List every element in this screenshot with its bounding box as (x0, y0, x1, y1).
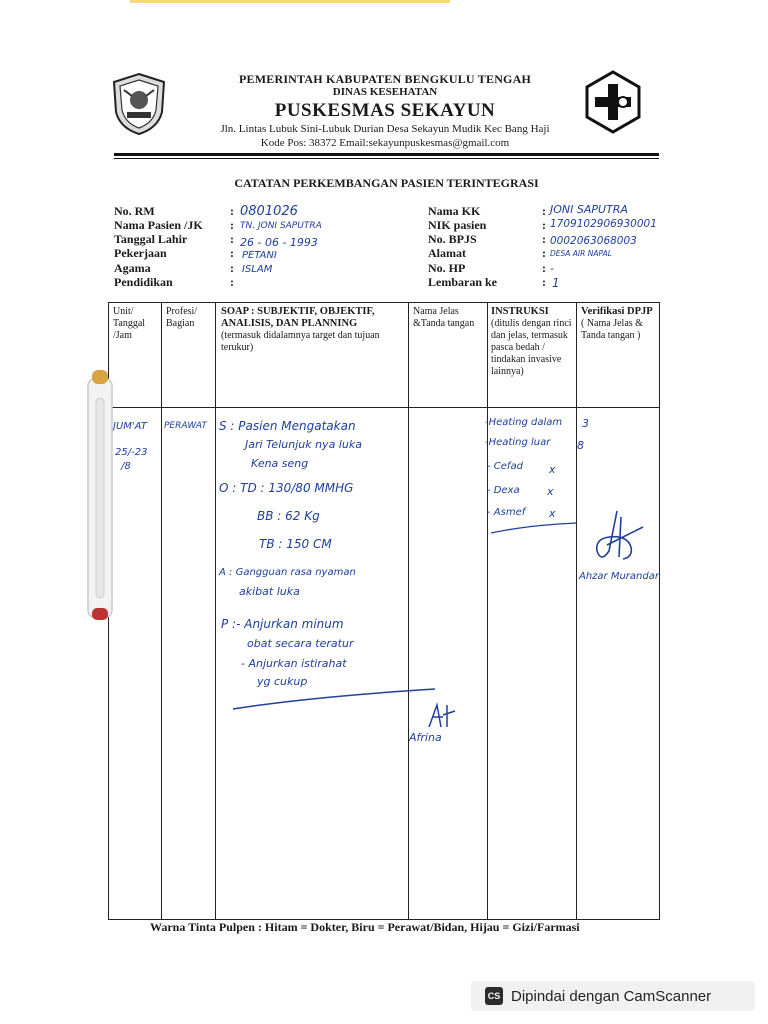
soap-line-9: P :- Anjurkan minum (221, 617, 344, 631)
value-tanggal-lahir: 26 - 06 - 1993 (240, 236, 318, 249)
header-contact: Kode Pos: 38372 Email:sekayunpuskesmas@gmail.com (260, 137, 510, 149)
col-header-soap (221, 306, 405, 354)
header-institution: PUSKESMAS SEKAYUN (274, 100, 496, 121)
entry-date: 25/-23 (115, 447, 148, 458)
soap-line-5: BB : 62 Kg (257, 509, 320, 523)
col-header-nama: Nama Jelas &Tanda tangan (413, 306, 475, 329)
label-lembaran: Lembaran ke (428, 275, 497, 289)
value-no-rm: 0801026 (240, 204, 298, 219)
label-tanggal-lahir: Tanggal Lahir (114, 232, 188, 246)
soap-line-8: akibat luka (239, 585, 300, 598)
soap-line-2: Jari Telunjuk nya luka (245, 438, 362, 451)
soap-line-12: yg cukup (257, 675, 308, 688)
instruction-3: - Cefad (487, 461, 523, 472)
header-row-divider (109, 407, 659, 408)
label-nama-pasien: Nama Pasien /JK (114, 218, 203, 232)
value-nik: 1709102906930001 (550, 218, 657, 230)
instruction-1: -Heating dalam (485, 417, 563, 428)
col-header-soap-title: SOAP : SUBJEKTIF, OBJEKTIF, ANALISIS, DAN PLANNING (221, 306, 375, 329)
instruction-mark-2: 8 (577, 439, 584, 452)
label-no-rm: No. RM (114, 204, 155, 218)
instruction-mark-4: x (547, 485, 554, 498)
col-header-unit: Unit/ Tanggal /Jam (113, 306, 146, 341)
header-department: DINAS KESEHATAN (332, 86, 438, 98)
progress-notes-table (108, 302, 660, 920)
soap-line-3: Kena seng (251, 457, 309, 470)
dpjp-signature-name: Ahzar Murandar (579, 571, 659, 582)
soap-line-6: TB : 150 CM (259, 537, 332, 551)
label-alamat: Alamat (428, 246, 466, 260)
label-nama-kk: Nama KK (428, 204, 481, 218)
soap-line-7: A : Gangguan rasa nyaman (219, 567, 356, 578)
instruction-5: - Asmef (487, 507, 526, 518)
entry-date-month: /8 (121, 461, 131, 472)
col-header-instruksi-note: (ditulis dengan rinci dan jelas, termasuk pasca bedah / tindakan invasive lainnya) (491, 318, 572, 377)
camscanner-text: Dipindai dengan CamScanner (511, 987, 712, 1005)
camscanner-logo-icon: CS (485, 987, 503, 1005)
soap-line-10: obat secara teratur (247, 637, 354, 650)
nurse-signature-mark (421, 701, 461, 731)
instruction-2: -Heating luar (485, 437, 551, 448)
instruction-mark-1: 3 (582, 417, 589, 430)
soap-line-4: O : TD : 130/80 MMHG (219, 481, 354, 495)
label-pekerjaan: Pekerjaan (114, 246, 167, 260)
value-nama-kk: JONI SAPUTRA (550, 203, 628, 216)
col-header-verifikasi-title: Verifikasi DPJP (581, 306, 653, 317)
nurse-signature-name: Afrina (409, 731, 442, 744)
soap-line-1: S : Pasien Mengatakan (219, 419, 356, 433)
document-title: CATATAN PERKEMBANGAN PASIEN TERINTEGRASI (234, 176, 539, 190)
col-header-profesi: Profesi/ Bagian (166, 306, 198, 329)
instruction-mark-5: x (549, 507, 556, 520)
col-header-verifikasi-note: ( Nama Jelas & Tanda tangan ) (581, 318, 643, 341)
entry-profesi: PERAWAT (164, 421, 207, 431)
header-government: PEMERINTAH KABUPATEN BENGKULU TENGAH (238, 72, 531, 86)
instruction-closing-line (489, 517, 579, 537)
col-header-soap-note: (termasuk didalamnya target dan tujuan terukur) (221, 330, 380, 353)
ink-color-legend: Warna Tinta Pulpen : Hitam = Dokter, Biru = Perawat/Bidan, Hijau = Gizi/Farmasi (150, 920, 580, 934)
col-header-instruksi (491, 306, 573, 378)
value-pekerjaan: PETANI (242, 250, 277, 261)
soap-line-11: - Anjurkan istirahat (241, 657, 347, 670)
label-nik: NIK pasien (428, 218, 487, 232)
folder-clip-icon (84, 368, 118, 630)
header-address: Jln. Lintas Lubuk Sini-Lubuk Durian Desa Sekayun Mudik Kec Bang Haji (220, 123, 550, 135)
entry-day: JUM'AT (113, 421, 147, 432)
header-divider-thick (114, 153, 659, 156)
value-lembaran: 1 (552, 276, 560, 290)
label-agama: Agama (114, 261, 151, 275)
value-agama: ISLAM (242, 264, 273, 275)
scan-edge-highlight (130, 0, 450, 3)
instruction-mark-3: x (549, 463, 556, 476)
regency-emblem-icon (110, 72, 168, 136)
instruction-4: - Dexa (487, 485, 520, 496)
label-bpjs: No. BPJS (428, 232, 477, 246)
value-alamat: DESA AIR NAPAL (550, 249, 612, 258)
value-bpjs: 0002063068003 (550, 235, 637, 247)
dpjp-signature-mark (587, 507, 647, 567)
header-divider-thin (114, 158, 659, 159)
soap-closing-line (229, 685, 439, 715)
label-no-hp: No. HP (428, 261, 466, 275)
value-nama-pasien: TN. JONI SAPUTRA (240, 221, 322, 231)
camscanner-watermark (471, 981, 755, 1011)
value-no-hp: - (550, 262, 554, 275)
col-header-verifikasi (581, 306, 657, 342)
label-pendidikan: Pendidikan (114, 275, 173, 289)
col-header-instruksi-title: INSTRUKSI (491, 306, 549, 317)
